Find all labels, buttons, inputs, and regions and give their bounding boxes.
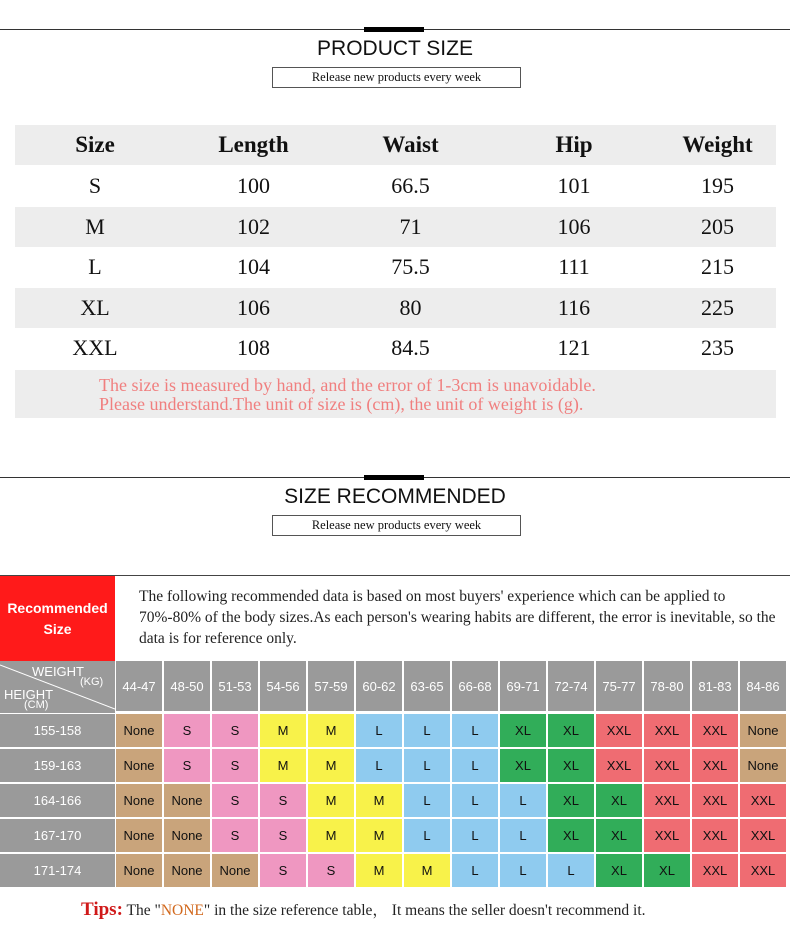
corner-kg-label: (KG) — [80, 676, 104, 688]
size-recommend-cell: XXL — [740, 784, 786, 817]
divider-accent — [364, 475, 424, 480]
weight-header-cell: 51-53 — [212, 661, 258, 711]
size-recommend-cell: S — [212, 714, 258, 747]
size-recommend-cell: XXL — [644, 714, 690, 747]
weight-header-cell: 84-86 — [740, 661, 786, 711]
weight-header-cell: 66-68 — [452, 661, 498, 711]
size-recommend-cell: L — [404, 714, 450, 747]
size-recommend-cell: XXL — [692, 784, 738, 817]
weight-cell: 225 — [701, 295, 734, 320]
size-recommend-cell: L — [452, 819, 498, 852]
divider-accent — [364, 27, 424, 32]
weight-header-cell: 69-71 — [500, 661, 546, 711]
size-recommend-cell: M — [308, 784, 354, 817]
table-row — [15, 247, 776, 287]
size-recommend-cell: XXL — [740, 854, 786, 887]
hip-cell: 111 — [558, 254, 590, 279]
measurement-note — [15, 370, 776, 418]
tips-text-after: " in the size reference table， It means the seller doesn't recommend it. — [203, 902, 646, 919]
size-recommend-cell: None — [212, 854, 258, 887]
note-line-2: Please understand.The unit of size is (cm), the unit of weight is (g). — [99, 394, 584, 414]
size-recommend-cell: None — [164, 784, 210, 817]
size-recommend-cell: None — [116, 749, 162, 782]
size-recommend-cell: L — [356, 714, 402, 747]
size-recommend-cell: XL — [548, 714, 594, 747]
hip-cell: 101 — [557, 173, 591, 198]
size-recommend-cell: XL — [596, 819, 642, 852]
waist-cell: 75.5 — [391, 254, 430, 279]
size-recommend-cell: M — [308, 714, 354, 747]
size-recommend-cell: S — [212, 819, 258, 852]
size-recommend-cell: XXL — [692, 819, 738, 852]
length-cell: 100 — [237, 173, 270, 198]
waist-cell: 66.5 — [391, 173, 430, 198]
height-label-cell: 159-163 — [0, 749, 115, 782]
tips-line — [81, 898, 646, 921]
waist-cell: 84.5 — [391, 335, 430, 360]
tips-none-word: NONE — [160, 902, 204, 919]
size-recommend-cell: L — [452, 714, 498, 747]
height-label-cell: 155-158 — [0, 714, 115, 747]
size-recommend-cell: M — [260, 749, 306, 782]
size-recommend-cell: S — [164, 714, 210, 747]
size-recommend-cell: XXL — [596, 714, 642, 747]
size-recommend-cell: None — [740, 714, 786, 747]
length-cell: 108 — [237, 335, 270, 360]
size-recommend-cell: S — [164, 749, 210, 782]
size-recommend-cell: None — [116, 714, 162, 747]
size-recommend-cell: M — [356, 854, 402, 887]
weight-header-cell: 60-62 — [356, 661, 402, 711]
table-row — [15, 166, 776, 206]
length-cell: 104 — [237, 254, 270, 279]
header-cell: Waist — [382, 132, 439, 157]
size-recommend-cell: S — [212, 749, 258, 782]
size-recommend-cell: XXL — [692, 714, 738, 747]
size-recommend-cell: L — [500, 854, 546, 887]
corner-weight-label: WEIGHT — [32, 664, 84, 679]
height-label-cell: 171-174 — [0, 854, 115, 887]
grid-corner-header — [0, 661, 115, 713]
size-recommend-cell: L — [404, 819, 450, 852]
length-cell: 106 — [237, 295, 270, 320]
weight-header-cell: 54-56 — [260, 661, 306, 711]
size-recommend-cell: L — [404, 784, 450, 817]
waist-cell: 80 — [399, 295, 422, 320]
size-recommend-cell: L — [500, 784, 546, 817]
header-cell: Weight — [682, 132, 753, 157]
size-cell: M — [85, 214, 105, 239]
size-recommend-cell: M — [356, 819, 402, 852]
tips-label: Tips: — [81, 899, 123, 920]
size-recommend-cell: L — [548, 854, 594, 887]
weight-header-cell: 81-83 — [692, 661, 738, 711]
size-recommend-cell: S — [212, 784, 258, 817]
size-cell: XL — [80, 295, 110, 320]
size-cell: S — [88, 173, 102, 198]
weight-header-cell: 48-50 — [164, 661, 210, 711]
weight-cell: 205 — [701, 214, 734, 239]
waist-cell: 71 — [399, 214, 422, 239]
size-cell: L — [88, 254, 102, 279]
section-subtitle: Release new products every week — [272, 67, 521, 88]
size-recommend-cell: XXL — [644, 819, 690, 852]
weight-cell: 195 — [701, 173, 734, 198]
corner-height-label: HEIGHT — [4, 687, 54, 702]
header-cell: Size — [75, 132, 115, 157]
size-recommend-cell: L — [452, 854, 498, 887]
size-recommend-cell: S — [308, 854, 354, 887]
weight-header-cell: 75-77 — [596, 661, 642, 711]
size-recommend-cell: M — [308, 749, 354, 782]
size-recommend-cell: None — [164, 819, 210, 852]
size-recommend-cell: L — [404, 749, 450, 782]
size-recommend-cell: XXL — [644, 749, 690, 782]
hip-cell: 106 — [557, 214, 591, 239]
table-row — [15, 328, 776, 368]
note-line-1: The size is measured by hand, and the error of 1-3cm is unavoidable. — [99, 375, 596, 395]
length-cell: 102 — [237, 214, 270, 239]
recommended-size-badge — [0, 576, 115, 662]
size-recommend-cell: None — [740, 749, 786, 782]
weight-header-cell: 57-59 — [308, 661, 354, 711]
size-recommend-cell: M — [260, 714, 306, 747]
size-recommend-cell: XL — [500, 714, 546, 747]
size-recommend-cell: None — [116, 854, 162, 887]
badge-line-1: Recommended — [7, 600, 108, 616]
size-recommend-cell: S — [260, 854, 306, 887]
header-cell: Hip — [555, 132, 593, 157]
hip-cell: 116 — [557, 295, 591, 320]
height-label-cell: 164-166 — [0, 784, 115, 817]
size-recommend-cell: None — [116, 819, 162, 852]
size-recommend-cell: S — [260, 819, 306, 852]
tips-text-before: The " — [122, 902, 161, 919]
size-recommend-cell: XXL — [692, 749, 738, 782]
weight-cell: 235 — [701, 335, 734, 360]
size-recommend-cell: XXL — [644, 784, 690, 817]
weight-header-cell: 72-74 — [548, 661, 594, 711]
badge-line-2: Size — [43, 621, 72, 637]
size-recommend-cell: XL — [548, 784, 594, 817]
weight-header-cell: 78-80 — [644, 661, 690, 711]
table-row — [15, 207, 776, 247]
corner-cm-label: (CM) — [24, 699, 49, 711]
size-recommend-cell: M — [356, 784, 402, 817]
weight-header-cell: 44-47 — [116, 661, 162, 711]
size-recommend-cell: XL — [644, 854, 690, 887]
size-recommend-cell: XXL — [740, 819, 786, 852]
size-recommend-cell: M — [308, 819, 354, 852]
section-title: SIZE RECOMMENDED — [284, 485, 506, 508]
recommend-intro — [0, 575, 790, 662]
section-subtitle: Release new products every week — [272, 515, 521, 536]
size-cell: XXL — [72, 335, 118, 360]
size-recommend-cell: S — [260, 784, 306, 817]
size-recommend-cell: XL — [500, 749, 546, 782]
size-recommend-cell: L — [356, 749, 402, 782]
size-recommend-cell: XL — [548, 819, 594, 852]
size-recommend-cell: M — [404, 854, 450, 887]
size-recommend-cell: None — [164, 854, 210, 887]
height-label-cell: 167-170 — [0, 819, 115, 852]
recommend-description: The following recommended data is based on most buyers' experience which can be applied to 70%-80% of the body sizes.As each person's wearing habits are different, the error is inevitable, so the data is for reference only. — [139, 588, 776, 647]
size-recommend-cell: XXL — [596, 749, 642, 782]
section-title: PRODUCT SIZE — [317, 37, 473, 60]
size-recommend-cell: None — [116, 784, 162, 817]
table-row — [15, 288, 776, 328]
size-recommend-cell: L — [452, 784, 498, 817]
weight-header-cell: 63-65 — [404, 661, 450, 711]
header-cell: Length — [218, 132, 289, 157]
size-recommend-cell: XL — [596, 854, 642, 887]
size-recommend-cell: XXL — [692, 854, 738, 887]
size-recommend-cell: L — [500, 819, 546, 852]
size-recommend-cell: L — [452, 749, 498, 782]
size-recommend-cell: XL — [596, 784, 642, 817]
size-table-header — [15, 125, 776, 165]
weight-cell: 215 — [701, 254, 734, 279]
size-recommend-cell: XL — [548, 749, 594, 782]
hip-cell: 121 — [557, 335, 591, 360]
